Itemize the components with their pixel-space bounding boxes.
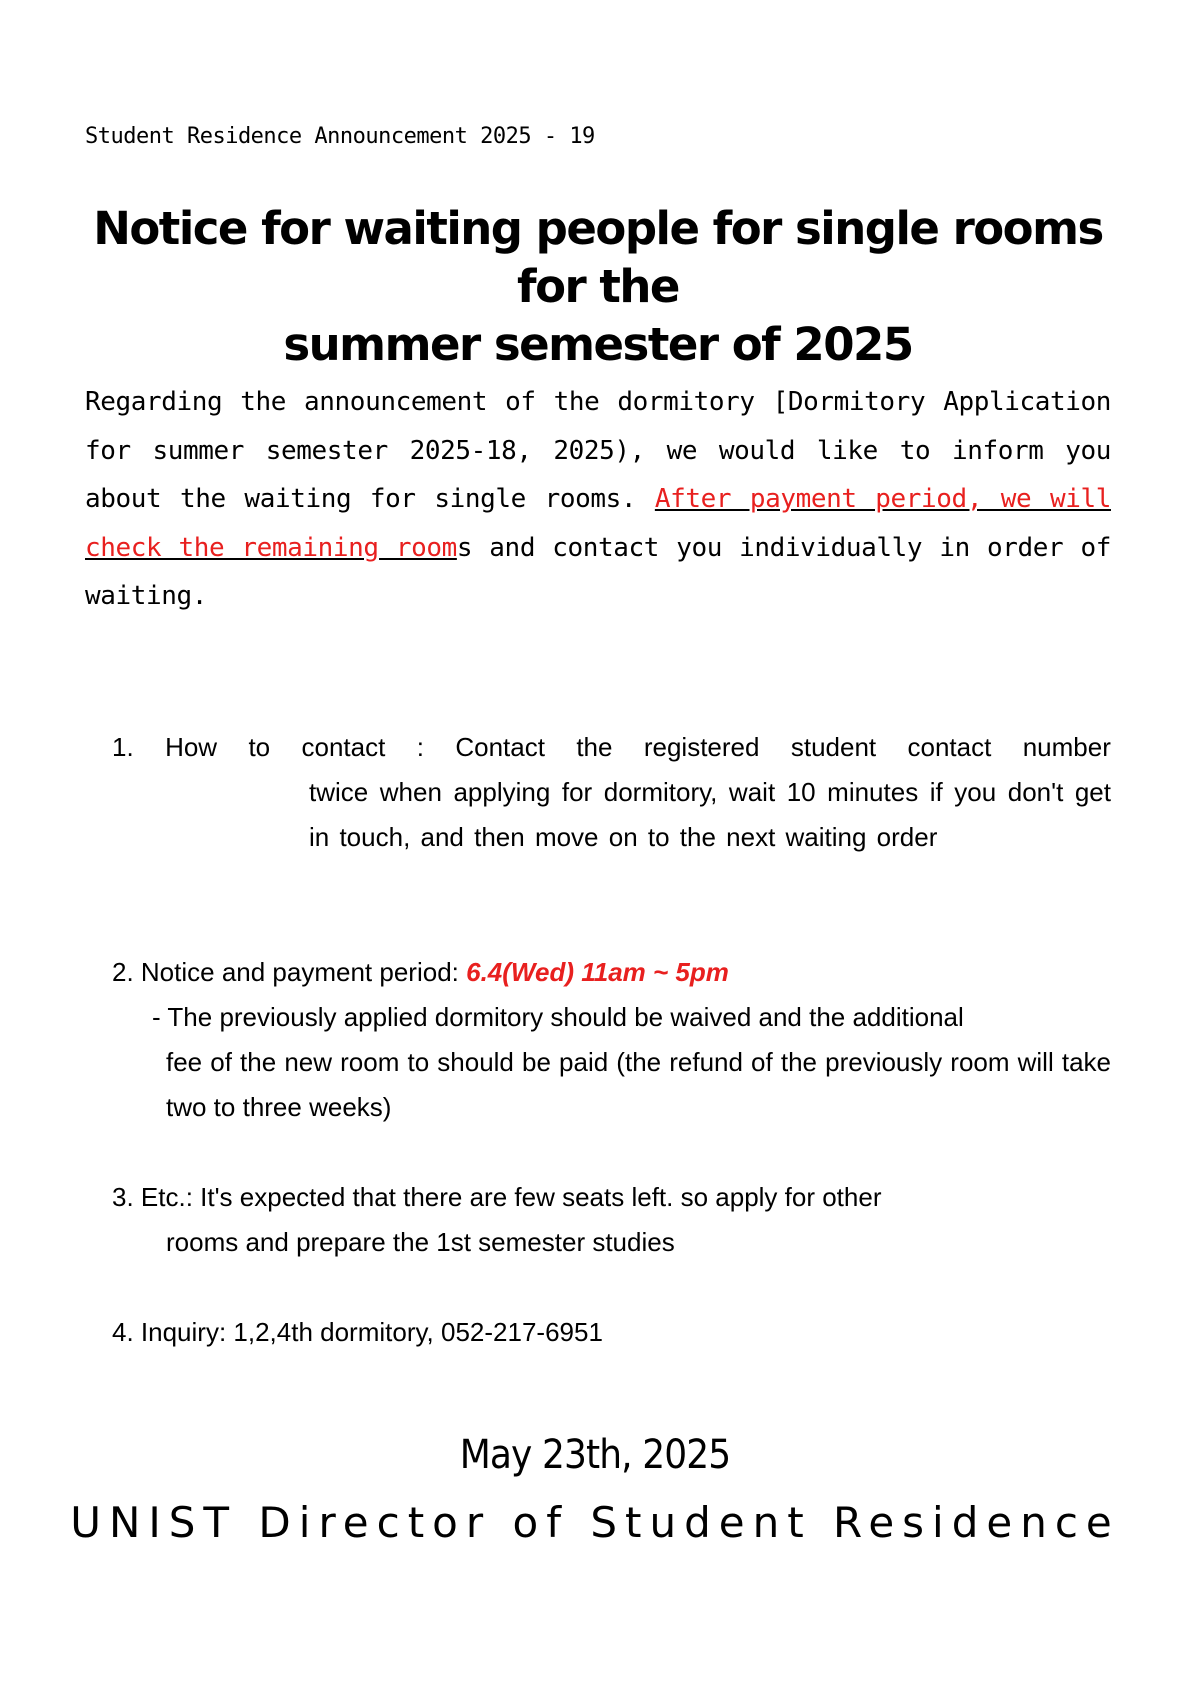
item1-number: 1. <box>112 732 134 762</box>
item3-first-line: 3. Etc.: It's expected that there are few seats left. so apply for other <box>112 1182 882 1212</box>
intro-highlight: After payment period, we will check the remaining room <box>85 484 1111 563</box>
signatory: UNIST Director of Student Residence <box>70 1498 1120 1547</box>
intro-text-before: Regarding the announcement of the dormitory [Dormitory Application for summer semester 2025-18, 2025), we would like to inform you about the waiting for single rooms. <box>85 387 1111 514</box>
item1-continuation: twice when applying for dormitory, wait 10 minutes if you don't get in touch, and then move on to the next waiting order <box>309 777 1111 852</box>
page-title <box>85 200 1111 374</box>
intro-text-after: s and contact you individually in order of waiting. <box>85 532 1112 611</box>
announcement-date: May 23th, 2025 <box>459 1432 731 1478</box>
list-item-inquiry <box>112 1310 1111 1355</box>
list-item-contact-method <box>112 725 1111 860</box>
intro-paragraph <box>85 378 1111 621</box>
item2-sub-first: - The previously applied dormitory should be waived and the additional <box>152 1002 964 1032</box>
item1-word: : <box>416 732 424 762</box>
list-item-payment-period <box>112 950 1111 1130</box>
item1-word: How <box>165 732 218 762</box>
item1-word: student <box>790 732 877 762</box>
item1-word: the <box>576 732 613 762</box>
item1-word: contact <box>301 732 386 762</box>
title-line-2: summer semester of 2025 <box>283 318 913 371</box>
item1-word: registered <box>643 732 760 762</box>
item2-label: 2. Notice and payment period: <box>112 957 467 987</box>
announcement-number: Student Residence Announcement 2025 - 19 <box>85 124 595 149</box>
item1-word: contact <box>907 732 992 762</box>
item1-word: to <box>248 732 271 762</box>
item1-word: Contact <box>455 732 545 762</box>
item1-first-line <box>112 725 1111 770</box>
list-item-etc <box>112 1175 1096 1265</box>
payment-period-dates: 6.4(Wed) 11am ~ 5pm <box>466 957 729 987</box>
item2-sub-continuation: fee of the new room to should be paid (the refund of the previously room will take two to three weeks) <box>166 1047 1111 1122</box>
item2-first-line <box>112 950 1111 995</box>
item1-word: number <box>1022 732 1111 762</box>
item4-text: 4. Inquiry: 1,2,4th dormitory, 052-217-6951 <box>112 1317 603 1347</box>
item3-continuation: rooms and prepare the 1st semester studies <box>166 1227 675 1257</box>
title-line-1: Notice for waiting people for single rooms for the <box>93 202 1103 313</box>
